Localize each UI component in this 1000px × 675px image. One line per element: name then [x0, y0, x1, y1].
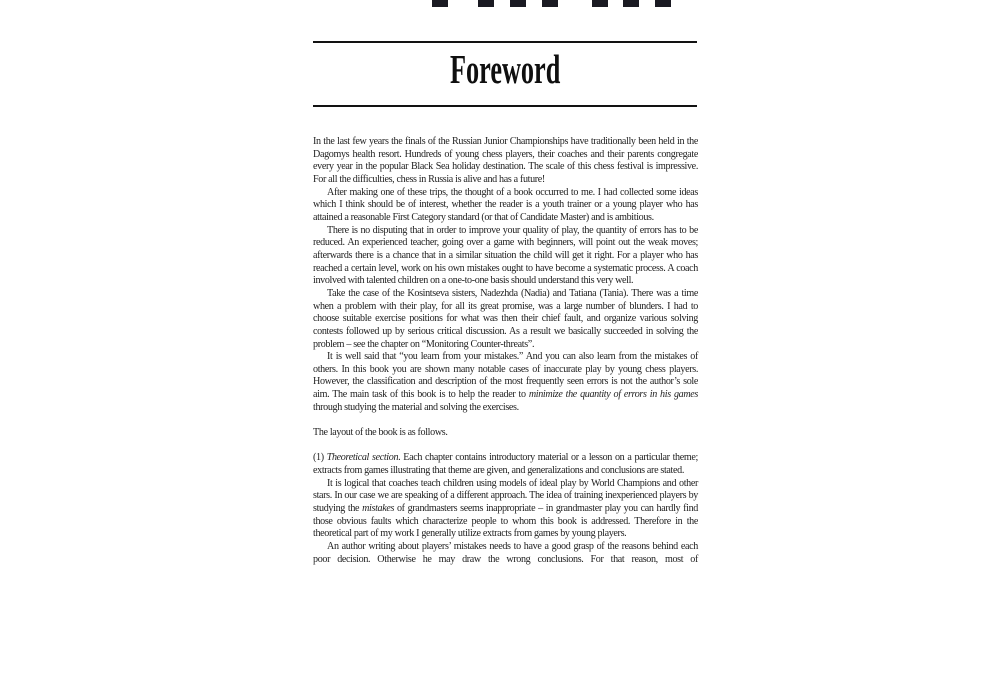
cropped-ui-square	[510, 0, 526, 7]
paragraph	[313, 187, 698, 225]
cropped-ui-square	[592, 0, 608, 7]
page-title-text: Foreword	[449, 46, 561, 92]
page-title	[313, 46, 697, 92]
paragraph	[313, 452, 698, 477]
paragraph	[313, 225, 698, 288]
paragraph	[313, 427, 698, 440]
title-rule-bottom	[313, 105, 697, 107]
text-run: through studying the material and solving the exercises.	[313, 401, 519, 413]
cropped-ui-square	[655, 0, 671, 7]
text-run: (1)	[313, 452, 327, 464]
text-run: After making one of these trips, the thought of a book occurred to me. I had collected some ideas which I think should be of interest, whether the reader is a youth trainer or a young player who has attained a reasonable First Category standard (or that of Candidate Master) and is ambitious.	[313, 186, 698, 223]
italic-text-run: mistakes	[362, 503, 395, 514]
italic-text-run: Theoretical section	[326, 452, 399, 464]
italic-text-run: minimize the quantity of errors in his games	[528, 389, 698, 401]
text-run: There is no disputing that in order to improve your quality of play, the quantity of errors has to be reduced. An experienced teacher, going over a game with beginners, will point out the weak moves; afterwards there is a chance that in a similar situation the child will get it right. For a player who has reached a certain level, work on his own mistakes ought to have become a systematic process. A coach involved with talented children on a one-to-one basis should understand this very well.	[313, 224, 698, 287]
title-rule-top	[313, 41, 697, 43]
text-run: In the last few years the finals of the Russian Junior Championships have traditionally been held in the Dagomys health resort. Hundreds of young chess players, their coaches and their parents congregate every year in the popular Black Sea holiday destination. The scale of this chess festival is impressive. For all the difficulties, chess in Russia is alive and has a future!	[313, 136, 698, 185]
paragraph	[313, 478, 698, 541]
text-run: . Each chapter contains introductory material or a lesson on a particular theme; extracts from games illustrating that theme are given, and generalizations and conclusions are stated.	[313, 452, 698, 477]
paragraph	[313, 541, 698, 566]
cropped-ui-square	[623, 0, 639, 7]
text-run: It is well said that “you learn from your mistakes.” And you can also learn from the mistakes of others. In this book you are shown many notable cases of inaccurate play by young chess players. However, the classification and description of the most frequently seen errors is not the author’s sole aim. The main task of this book is to help the reader to	[313, 351, 698, 401]
paragraph	[313, 351, 698, 414]
foreword-body	[313, 136, 698, 566]
text-run: of grandmasters seems inappropriate – in grandmaster play you can hardly find those obvious faults which characterize people to whom this book is addressed. Therefore in the theoretical part of my work I generally utilize extracts from games by young players.	[313, 503, 698, 540]
paragraph	[313, 288, 698, 351]
cropped-ui-square	[478, 0, 494, 7]
text-run: Take the case of the Kosintseva sisters, Nadezhda (Nadia) and Tatiana (Tania). There was a time when a problem with their play, for all its great promise, was a large number of blunders. I had to choose suitable exercise positions for what was then their chief fault, and organize various solving contests followed up by serious critical discussion. As a result we basically succeeded in solving the problem – see the chapter on “Monitoring Counter-threats”.	[313, 287, 698, 350]
cropped-ui-square	[432, 0, 448, 7]
paragraph	[313, 136, 698, 187]
cropped-ui-square	[542, 0, 558, 7]
text-run: It is logical that coaches teach children using models of ideal play by World Champions and other stars. In our case we are speaking of a different approach. The idea of training inexperienced players by studying the	[313, 477, 698, 514]
text-run: The layout of the book is as follows.	[313, 427, 448, 439]
text-run: An author writing about players’ mistakes needs to have a good grasp of the reasons behind each poor decision. Otherwise he may draw the wrong conclusions. For that reason, most of	[313, 540, 698, 565]
